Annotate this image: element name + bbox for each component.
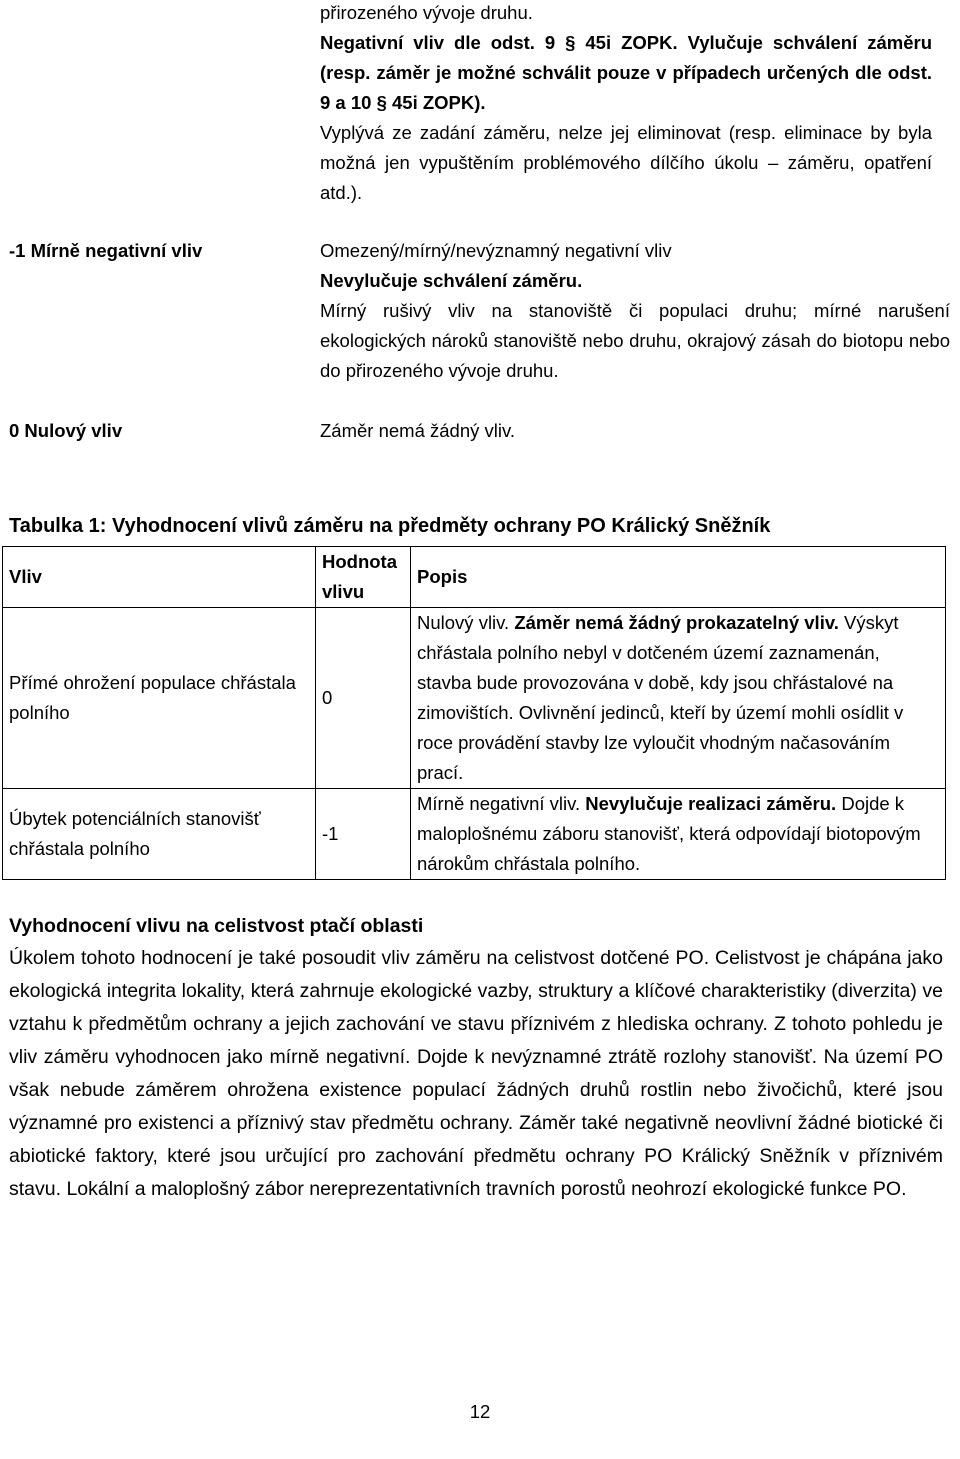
cell-popis bbox=[411, 608, 946, 789]
continuation-line: přirozeného vývoje druhu. bbox=[320, 2, 533, 23]
header-popis: Popis bbox=[411, 547, 946, 608]
header-vliv: Vliv bbox=[3, 547, 316, 608]
cell-vliv: Přímé ohrožení populace chřástala polního bbox=[3, 608, 316, 789]
scale-label-zero: 0 Nulový vliv bbox=[9, 420, 123, 441]
top-block bbox=[320, 0, 932, 208]
popis-rest: Výskyt chřástala polního nebyl v dotčeném území zaznamenán, stavba bude provozována v době, kdy jsou chřástalové na zimovištích. Ovlivnění jedinců, kteří by území mohli osídlit v roce provádění stavby lze vyloučit vhodným načasováním prací. bbox=[417, 612, 904, 783]
mild-line1: Omezený/mírný/nevýznamný negativní vliv bbox=[320, 240, 672, 261]
page-number: 12 bbox=[469, 1401, 491, 1422]
section-title: Vyhodnocení vlivu na celistvost ptačí oblasti bbox=[9, 915, 424, 937]
mild-line2: Nevylučuje schválení záměru. bbox=[320, 270, 583, 291]
popis-prefix: Nulový vliv. bbox=[417, 612, 515, 633]
popis-rest: Dojde k maloplošnému záboru stanovišť, která odpovídají biotopovým nárokům chřástala polního. bbox=[417, 793, 921, 874]
popis-prefix: Mírně negativní vliv. bbox=[417, 793, 586, 814]
header-hodnota: Hodnota vlivu bbox=[316, 547, 411, 608]
scale-label-mild: -1 Mírně negativní vliv bbox=[9, 240, 203, 261]
scale-desc-mild bbox=[320, 236, 950, 386]
negative-impact-text: Vyplývá ze zadání záměru, nelze jej eliminovat (resp. eliminace by byla možná jen vypuštěním problémového dílčího úkolu – záměru, opatření atd.). bbox=[320, 122, 932, 203]
cell-vliv: Úbytek potenciálních stanovišť chřástala polního bbox=[3, 789, 316, 880]
table-title: Tabulka 1: Vyhodnocení vlivů záměru na předměty ochrany PO Králický Sněžník bbox=[9, 515, 771, 537]
impact-table bbox=[2, 546, 946, 880]
table-row bbox=[3, 789, 946, 880]
mild-line3: Mírný rušivý vliv na stanoviště či populaci druhu; mírné narušení ekologických nároků stanoviště nebo druhu, okrajový zásah do biotopu nebo do přirozeného vývoje druhu. bbox=[320, 300, 950, 381]
popis-bold: Záměr nemá žádný prokazatelný vliv. bbox=[514, 612, 839, 633]
table-header-row bbox=[3, 547, 946, 608]
popis-bold: Nevylučuje realizaci záměru. bbox=[585, 793, 837, 814]
cell-hodnota: 0 bbox=[316, 608, 411, 789]
cell-popis bbox=[411, 789, 946, 880]
scale-desc-zero: Záměr nemá žádný vliv. bbox=[320, 420, 515, 441]
table-row bbox=[3, 608, 946, 789]
cell-hodnota: -1 bbox=[316, 789, 411, 880]
section-paragraph: Úkolem tohoto hodnocení je také posoudit vliv záměru na celistvost dotčené PO. Celistvost je chápána jako ekologická integrita lokality, která zahrnuje ekologické vazby, struktury a klíčové charakteristiky (diverzita) ve vztahu k předmětům ochrany a jejich zachování ve stavu příznivém z hlediska ochrany. Z tohoto pohledu je vliv záměru vyhodnocen jako mírně negativní. Dojde k nevýznamné ztrátě rozlohy stanovišť. Na území PO však nebude záměrem ohrožena existence populací žádných druhů rostlin nebo živočichů, které jsou významné pro existenci a příznivý stav předmětu ochrany. Záměr také negativně neovlivní žádné biotické či abiotické faktory, které jsou určující pro zachování předmětu ochrany PO Králický Sněžník v příznivém stavu. Lokální a maloplošný zábor nereprezentativních travních porostů neohrozí ekologické funkce PO. bbox=[9, 947, 943, 1200]
negative-impact-bold: Negativní vliv dle odst. 9 § 45i ZOPK. Vylučuje schválení záměru (resp. záměr je možné schválit pouze v případech určených dle odst. 9 a 10 § 45i ZOPK). bbox=[320, 32, 932, 113]
